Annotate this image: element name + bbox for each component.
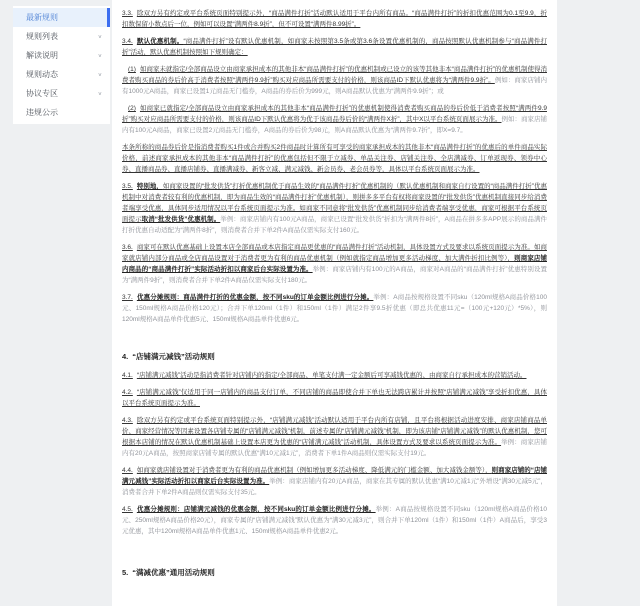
sidebar-item-label: 规则列表: [26, 32, 58, 41]
paragraph-number: (2): [128, 105, 136, 112]
sidebar-item-interpretation-notes[interactable]: [13, 46, 110, 65]
rule-paragraph: [122, 103, 547, 136]
sidebar-item-label: 违规公示: [26, 108, 58, 117]
rule-text-segment: 如商家就店铺设置对于消费者更为有利的商品优惠机制（例如增加更多活动梯度、降低满元的门槛金额、加大减钱金额等），: [136, 467, 492, 474]
sidebar: [13, 6, 110, 124]
rule-paragraph: [122, 292, 547, 325]
rules-content: [112, 0, 557, 606]
chevron-down-icon: ∨: [97, 91, 102, 96]
paragraph-number: 3.7.: [122, 294, 133, 301]
rule-paragraph: [122, 370, 547, 381]
rule-paragraph: [122, 465, 547, 498]
rule-text-segment: “商品满件打折”设有默认优惠机制，如商家未按照第3.5条或第3.6条设置优惠机制的，商品按照默认优惠机制参与“商品满件打折”活动，默认优惠机制按照如下规则确定：: [122, 38, 547, 56]
example-text: 举例：商家店铺内有20元A商品，按照商家店铺专属的默认优惠“满10元减1元”，消费者下单1件A商品则仅需实际支付19元。: [122, 439, 547, 457]
rule-text-segment: 优惠分摊规则：店铺满元减钱的优惠金额，按不同sku的订单金额比例进行分摊。: [136, 506, 376, 513]
paragraph-number: 5.: [122, 568, 129, 577]
example-text: 举例：商家店铺内有20元A商品，商家在其专属的默认优惠“满10元减1元”外增设“满30元减5元”，消费者合并下单2件A商品则仅需实际支付35元。: [122, 478, 548, 496]
paragraph-number: 3.4.: [122, 38, 133, 45]
example-text: 举例：商家店铺内有100元的A商品，商家对A商品的“商品满件打折”优惠特别设置为“满两件9折”，则消费者合并下单2件A商品仅需实际支付180元。: [122, 266, 547, 284]
rule-text-segment: 本条所称的商品券后价是指消费者购买1件或合并购买2件商品时计算所有可享受的商家承担成本的其他非本“商品满件打折”的优惠后的单件商品实际价格，前述商家承担成本的其他非本“商品满件打折”的优惠包括但不限于立减券、单品关注券、店铺关注券、全店满减券、订单返现券、领券中心券、直播商品券、直播店铺券、直播满减券、新客立减、满元减钱、新会员券、老会员券等，具体以平台系统页面展示为准。: [122, 144, 547, 173]
chevron-down-icon: ∨: [97, 72, 102, 77]
paragraph-number: 4.2.: [122, 389, 133, 396]
sidebar-item-label: 规则动态: [26, 70, 58, 79]
example-text: 举例：A商品按规格设置不同sku（120ml规格A商品价格100元、150ml规格A商品价格120元）；合并下单120ml（1件）和150ml（1件）满足2件享9.5折优惠（即总共优惠11元=（100元+120元）*5%），则120ml规格A商品单件优惠5元、150ml规格A商品单件优惠6元。: [122, 294, 547, 323]
rule-text-segment: 如商家未就指定/全部商品设立由商家承担成本的其他非本“商品满件打折”的优惠机制或已设立的该等其他非本“商品满件打折”的优惠机制使得消费者购买商品的券后价高于消费者按照“满两件9.9折”购买对应商品所需要支付的价格，则该商品ID下默认优惠将为“满两件9.9折”。: [122, 66, 547, 84]
section-heading: [122, 567, 547, 578]
rule-text-segment: 取消“批发供货”优惠机制。: [141, 216, 221, 223]
rule-text-segment: 如商家已就指定/全部商品设立由商家承担成本的其他非本“商品满件打折”的优惠机制使得消费者购买商品的券后价低于消费者按照“满两件9.9折”购买对应商品所需要支付的价格，则该商品ID下默认优惠将为优于该商品券后价的“满两件X折”，其中X以平台系统页面展示为准。: [122, 105, 547, 123]
rule-paragraph: [122, 36, 547, 58]
paragraph-number: 3.3.: [122, 10, 133, 17]
sidebar-item-violation-announcements[interactable]: [13, 103, 110, 122]
paragraph-number: 4.3.: [122, 417, 133, 424]
rule-text-segment: 商家可在默认优惠基础上设置本店全部商品或本店指定商品更优惠的“商品满件打折”活动机制，具体设置方式及要求以系统页面提示为准。如商家就店铺内部分商品或全店商品设置对于消费者更为有利的商品优惠机制（例如就指定商品增加更多活动梯度、加大满件折扣比例等），: [122, 244, 547, 262]
rule-text-segment: “店铺满元减钱”仅适用于同一店铺内的商品支付订单，不同店铺的商品即使合并下单也无法跨店累计并按照“店铺满元减钱”享受折扣优惠，具体以平台系统页面提示为准。: [122, 389, 547, 407]
rule-text-segment: 除双方另有约定或平台系统页面特别提示外，“店铺满元减钱”活动默认适用于平台内所有店铺，且平台将根据活动进度安排、商家店铺商品单价、商家经营情况等因素设置各店铺专属的“店铺满元减钱”机制，前述专属的“店铺满元减钱”机制，即为该店铺“店铺满元减钱”的默认优惠机制，您可根据本店铺的情况在默认优惠机制基础上设置本店更为优惠的“店铺满元减钱”活动机制，具体设置方式及要求以系统页面提示为准。: [122, 417, 547, 446]
sidebar-item-agreement-zone[interactable]: [13, 84, 110, 103]
rule-paragraph: [122, 64, 547, 97]
paragraph-number: 4.4.: [122, 467, 133, 474]
sidebar-item-label: 解读说明: [26, 51, 58, 60]
rule-text-segment: “店铺满元减钱”活动是指消费者针对店铺内的指定/全部商品、单笔支付满一定金额后可享减钱优惠的、由商家自行承担成本的营销活动。: [136, 372, 527, 379]
rule-text-segment: 默认优惠机制。: [136, 38, 184, 45]
rule-paragraph: [122, 415, 547, 459]
sidebar-item-latest-rules[interactable]: [13, 8, 110, 27]
chevron-down-icon: ∨: [97, 34, 102, 39]
example-text: 举例：商家店铺内有100元A商品，商家已设置“批发供货”折扣为“满两件8折”，A商品在拼多多APP展示的商品满件打折优惠自动适配为“满两件8折”，则消费者合并下单2件A商品仅需实际支付160元。: [122, 216, 548, 234]
rule-paragraph: [122, 504, 547, 537]
rule-paragraph: [122, 8, 547, 30]
paragraph-number: (1): [128, 66, 136, 73]
paragraph-number: 3.6.: [122, 244, 133, 251]
example-text: 举例：A商品按规格设置不同sku（120ml规格A商品价格10元、250ml规格A商品价格20元），商家专属的“店铺满元减钱”默认优惠为“满30元减3元”，则合并下单120ml（1件）和150ml（1件）A商品后，享受3元优惠，其中120ml规格A商品单件优惠1元、150ml规格A商品单件优惠2元。: [122, 506, 547, 535]
rule-text-segment: 则商家店铺的“店铺满元减钱”实际活动折扣以商家后台实际设置为准。: [122, 467, 548, 485]
rule-text-segment: 则商家店铺内商品的“商品满件打折”实际活动折扣以商家后台实际设置为准。: [122, 255, 547, 273]
rule-paragraph: [122, 242, 547, 286]
example-text: 例如：商家店铺内有100元A商品，商家已设置2元商品无门槛券，A商品的券后价为98元，则A商品默认优惠为“满两件9.7折”，即X=9.7。: [122, 116, 547, 134]
rule-text-segment: 除双方另有约定或平台系统页面特别提示外，“商品满件打折”活动默认适用于平台内所有商品。“商品满件打折”的折扣优惠范围为0.1至9.9，折扣数保留小数点后一位，例如可以设置“满两件8.9折”，但不可设置“满两件8.99折”。: [122, 10, 547, 28]
paragraph-number: 4.1.: [122, 372, 133, 379]
paragraph-number: 3.5.: [122, 183, 133, 190]
rule-paragraph: [122, 387, 547, 409]
rule-paragraph: [122, 181, 547, 236]
paragraph-number: 4.5.: [122, 506, 133, 513]
sidebar-item-label: 协议专区: [26, 89, 58, 98]
example-text: 例如：商家店铺内有1000元A商品，商家已设置1元商品无门槛券，A商品的券后价为999元，则A商品默认优惠为“满两件9.9折”；或: [122, 77, 547, 95]
rule-text-segment: 如商家设置的“批发供货”打折优惠机制优于商品生效的“商品满件打折”优惠机制的（默认优惠机制和商家自行设置的“商品满件打折”优惠机制中对消费者较有利的优惠机制，即为商品生效的“商品满件打折”优惠机制），则拼多多平台有权将商家设置的“批发供货”优惠机制直接同步给消费者端享受优惠，具体同步适用情况以平台系统页面提示为准。如商家不同意将“批发供货”优惠机制同步给消费者端享受优惠，商家可根据平台系统页面提示: [122, 183, 548, 223]
sidebar-item-label: 最新规则: [26, 13, 58, 22]
rule-text-segment: 优惠分摊规则：商品满件打折的优惠金额，按不同sku的订单金额比例进行分摊。: [136, 294, 374, 301]
rule-paragraph: [122, 142, 547, 175]
paragraph-number: 4.: [122, 352, 129, 361]
active-indicator-bar: [107, 8, 110, 27]
rule-text-segment: “满减优惠”通用活动规则: [132, 568, 215, 577]
sidebar-item-rule-updates[interactable]: [13, 65, 110, 84]
rule-text-segment: 特别地，: [136, 183, 163, 190]
chevron-down-icon: ∨: [97, 53, 102, 58]
section-heading: [122, 351, 547, 362]
rule-text-segment: “店铺满元减钱”活动规则: [132, 352, 215, 361]
sidebar-item-rules-list[interactable]: [13, 27, 110, 46]
